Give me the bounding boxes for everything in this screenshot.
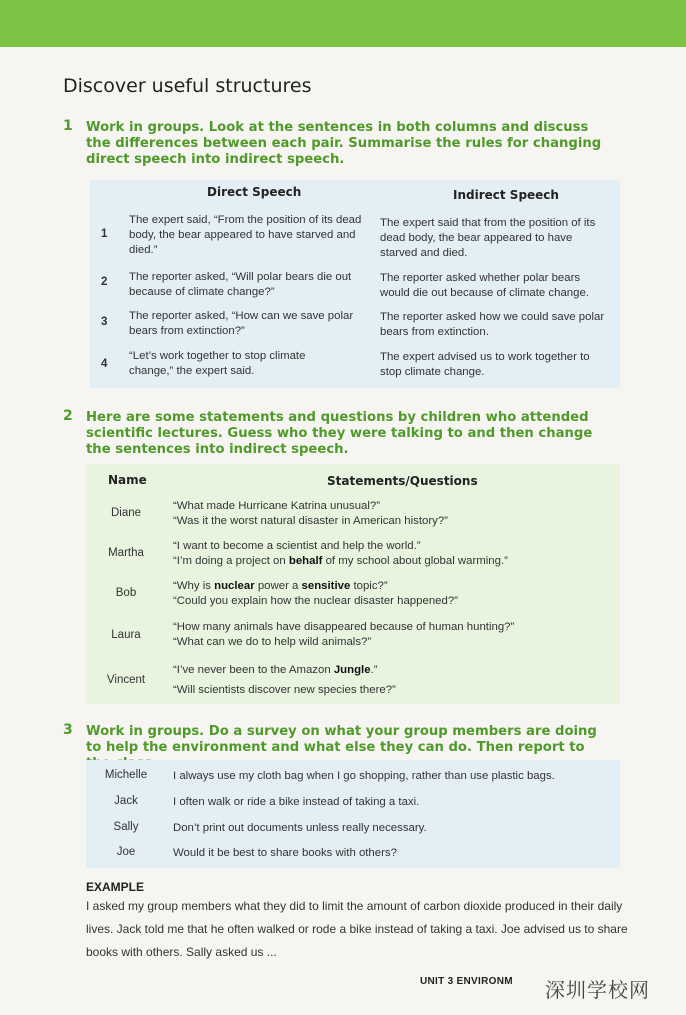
header-name: Name: [108, 473, 147, 487]
statement-line: “What can we do to help wild animals?”: [173, 636, 372, 648]
direct-speech-cell: “Let’s work together to stop climate change,” the expert said.: [129, 350, 306, 377]
question-2-number: 2: [63, 408, 73, 424]
statement-line: “What made Hurricane Katrina unusual?”: [173, 500, 381, 512]
member-response: I often walk or ride a bike instead of taking a taxi.: [173, 796, 420, 808]
indirect-speech-cell: The expert advised us to work together to stop climate change.: [380, 351, 590, 378]
speaker-name: Laura: [111, 629, 141, 641]
top-color-band: [0, 0, 686, 47]
member-response: I always use my cloth bag when I go shopping, rather than use plastic bags.: [173, 770, 555, 782]
statement-line: “Could you explain how the nuclear disaster happened?”: [173, 595, 458, 607]
statement-line: “I’ve never been to the Amazon Jungle.”: [173, 664, 378, 676]
example-text: I asked my group members what they did to limit the amount of carbon dioxide produced in their daily lives. Jack told me that he often walked or rode a bike instead of taking a taxi. Joe advised us to share books with others. Sally asked us ...: [86, 899, 628, 959]
watermark: 深圳学校网: [545, 978, 650, 1002]
member-name: Joe: [116, 846, 136, 858]
direct-speech-cell: The reporter asked, “How can we save polar bears from extinction?”: [129, 310, 354, 337]
vocab-word: nuclear: [214, 580, 255, 592]
member-name: Michelle: [104, 769, 148, 781]
row-number: 3: [101, 316, 108, 328]
question-1-text: Work in groups. Look at the sentences in both columns and discuss the differences between each pair. Summarise the rules for changing direct speech into indirect speech.: [86, 120, 602, 167]
section-title: Discover useful structures: [63, 75, 312, 97]
member-response: Would it be best to share books with others?: [173, 847, 397, 859]
speaker-name: Bob: [115, 587, 137, 599]
question-2-text: Here are some statements and questions by children who attended scientific lectures. Guess who they were talking to and then change the sentences into indirect speech.: [86, 410, 593, 457]
row-number: 4: [101, 358, 108, 370]
speaker-name: Martha: [108, 547, 144, 559]
row-number: 1: [101, 228, 108, 240]
statement-line: “Will scientists discover new species there?”: [173, 684, 396, 696]
speaker-name: Diane: [110, 507, 142, 519]
header-statements-questions: Statements/Questions: [327, 474, 478, 488]
statement-line: “Was it the worst natural disaster in American history?”: [173, 515, 448, 527]
page-footer: UNIT 3 ENVIRONM: [420, 976, 513, 987]
vocab-word: behalf: [288, 555, 323, 567]
direct-speech-cell: The reporter asked, “Will polar bears die out because of climate change?”: [129, 271, 352, 298]
indirect-speech-cell: The reporter asked how we could save polar bears from extinction.: [380, 311, 605, 338]
statement-line: “Why is nuclear power a sensitive topic?”: [173, 580, 388, 592]
example-label: EXAMPLE: [86, 880, 145, 894]
member-name: Sally: [113, 821, 139, 833]
vocab-word: sensitive: [301, 580, 351, 592]
question-1-number: 1: [63, 118, 73, 134]
indirect-speech-cell: The reporter asked whether polar bears would die out because of climate change.: [380, 272, 589, 299]
member-response: Don’t print out documents unless really necessary.: [173, 822, 427, 834]
vocab-word: Jungle: [333, 664, 371, 676]
question-3-text: Work in groups. Do a survey on what your group members are doing to help the environment and what else they can do. Then report to: [86, 724, 597, 755]
direct-speech-cell: The expert said, “From the position of its dead body, the bear appeared to have starved and died.”: [129, 214, 362, 256]
statement-line: “I’m doing a project on behalf of my school about global warming.”: [173, 555, 508, 567]
statement-line: “How many animals have disappeared because of human hunting?”: [173, 621, 515, 633]
statement-line: “I want to become a scientist and help the world.”: [173, 540, 421, 552]
member-name: Jack: [114, 795, 138, 807]
row-number: 2: [101, 276, 108, 288]
question-3-number: 3: [63, 722, 73, 738]
header-indirect-speech: Indirect Speech: [453, 188, 559, 202]
header-direct-speech: Direct Speech: [207, 185, 302, 199]
speaker-name: Vincent: [106, 674, 146, 686]
indirect-speech-cell: The expert said that from the position of its dead body, the bear appeared to have starved and died.: [380, 217, 596, 259]
